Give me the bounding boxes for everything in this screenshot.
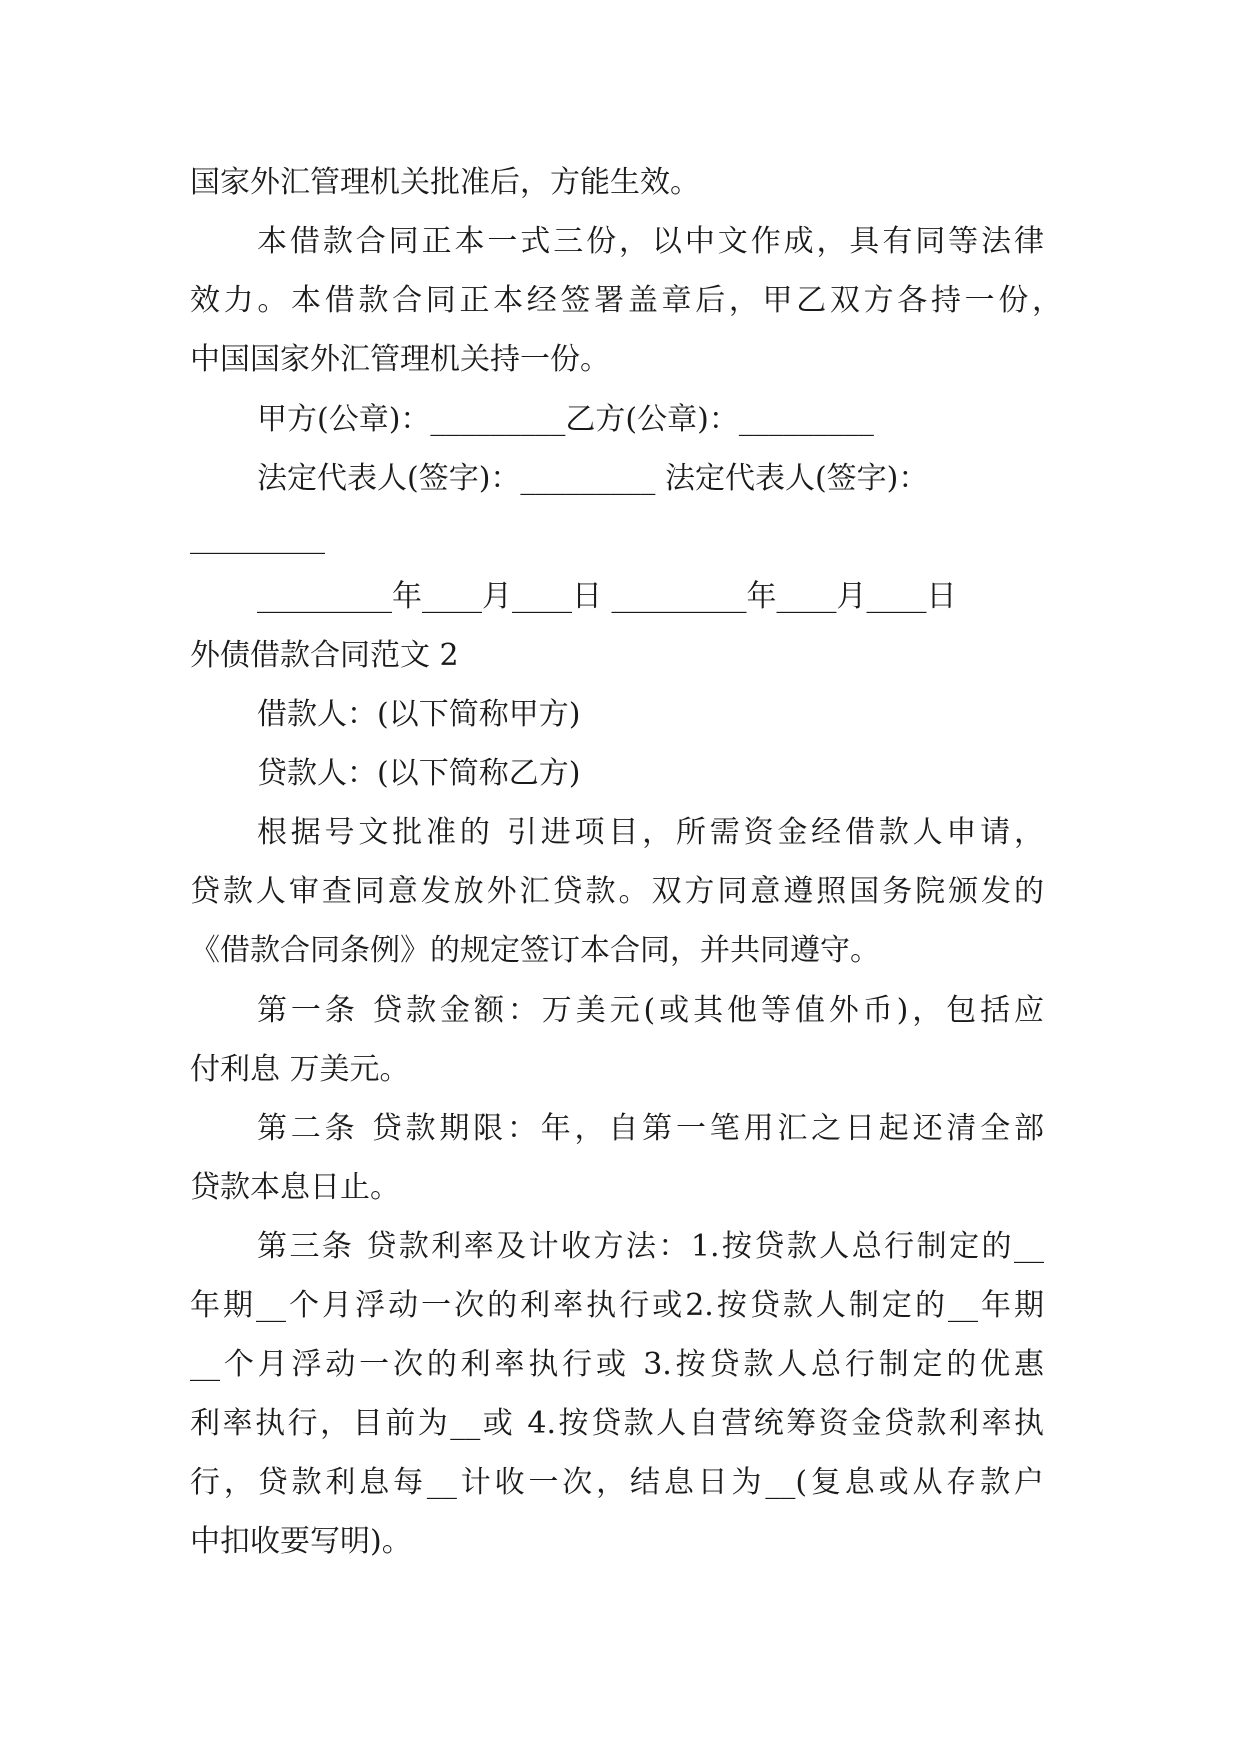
text-line: 第一条 贷款金额：万美元(或其他等值外币)，包括应 <box>257 993 1044 1028</box>
text-line: 《借款合同条例》的规定签订本合同，并共同遵守。 <box>190 933 880 968</box>
text-line: 利率执行，目前为__或 4.按贷款人自营统筹资金贷款利率执 <box>190 1406 1044 1441</box>
text-line: 中国国家外汇管理机关持一份。 <box>190 342 610 377</box>
signature-line: 甲方(公章)：_________乙方(公章)：_________ <box>257 402 874 437</box>
signature-line: 法定代表人(签字)：_________ 法定代表人(签字)： <box>257 461 929 496</box>
text-line: 贷款人：(以下简称乙方) <box>257 756 581 791</box>
date-line: _________年____月____日 _________年____月____日 <box>257 579 957 614</box>
text-line: 贷款人审查同意发放外汇贷款。双方同意遵照国务院颁发的 <box>190 874 1044 909</box>
text-line: 年期__个月浮动一次的利率执行或2.按贷款人制定的__年期 <box>190 1288 1044 1323</box>
text-line: 国家外汇管理机关批准后，方能生效。 <box>190 165 700 200</box>
text-line: 本借款合同正本一式三份，以中文作成，具有同等法律 <box>257 224 1044 259</box>
text-line: __个月浮动一次的利率执行或 3.按贷款人总行制定的优惠 <box>190 1347 1044 1382</box>
text-line: 行，贷款利息每__计收一次，结息日为__(复息或从存款户 <box>190 1465 1044 1500</box>
signature-line: _________ <box>190 520 325 555</box>
text-line: 贷款本息日止。 <box>190 1170 400 1205</box>
text-line: 第三条 贷款利率及计收方法：1.按贷款人总行制定的__ <box>257 1229 1044 1264</box>
text-line: 效力。本借款合同正本经签署盖章后，甲乙双方各持一份， <box>190 283 1062 318</box>
section-heading: 外债借款合同范文 2 <box>190 638 459 673</box>
text-line: 付利息 万美元。 <box>190 1052 410 1087</box>
text-line: 根据号文批准的 引进项目，所需资金经借款人申请， <box>257 815 1044 850</box>
text-line: 第二条 贷款期限：年，自第一笔用汇之日起还清全部 <box>257 1111 1044 1146</box>
text-line: 借款人：(以下简称甲方) <box>257 697 581 732</box>
text-line: 中扣收要写明)。 <box>190 1524 412 1559</box>
